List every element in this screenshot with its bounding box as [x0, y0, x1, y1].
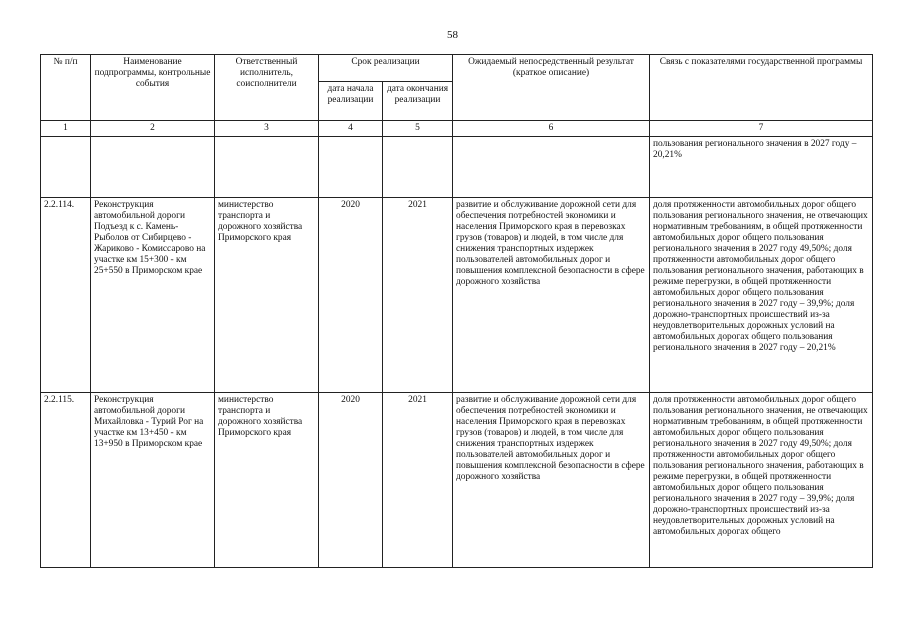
row-executor	[215, 137, 319, 198]
header-period: Срок реализации	[319, 55, 453, 82]
column-number: 4	[319, 121, 383, 137]
header-result: Ожидаемый непосредственный результат (краткое описание)	[453, 55, 650, 121]
header-start: дата начала реализации	[319, 82, 383, 121]
row-start: 2020	[319, 198, 383, 393]
column-number: 1	[41, 121, 91, 137]
row-name: Реконструкция автомобильной дороги Михайловка - Турий Рог на участке км 13+450 - км 13+950 в Приморском крае	[91, 393, 215, 568]
row-link: доля протяженности автомобильных дорог общего пользования регионального значения, не отвечающих нормативным требованиям, в общей протяженности автомобильных дорог общего пользования регионального значения в 2027 году 49,50%; доля протяженности автомобильных дорог общего пользования регионального значения, работающих в режиме перегрузки, в общей протяженности автомобильных дорог общего пользования регионального значения в 2027 году – 39,9%; доля дорожно-транспортных происшествий из-за неудовлетворительных дорожных условий на автомобильных дорогах общего пользования регионального значения в 2027 году – 20,21%	[650, 198, 873, 393]
row-link: пользования регионального значения в 2027 году – 20,21%	[650, 137, 873, 198]
table-row	[41, 393, 873, 568]
implementation-plan-table	[40, 54, 873, 568]
row-end: 2021	[383, 393, 453, 568]
column-number: 6	[453, 121, 650, 137]
table-row	[41, 137, 873, 198]
header-executor: Ответственный исполнитель, соисполнители	[215, 55, 319, 121]
column-number: 5	[383, 121, 453, 137]
header-num: № п/п	[41, 55, 91, 121]
row-start	[319, 137, 383, 198]
row-num: 2.2.115.	[41, 393, 91, 568]
header-row-1	[41, 55, 873, 82]
table-row	[41, 198, 873, 393]
row-name: Реконструкция автомобильной дороги Подъезд к с. Камень-Рыболов от Сибирцево - Жариково - Комиссарово на участке км 15+300 - км 25+550 в Приморском крае	[91, 198, 215, 393]
header-name: Наименование подпрограммы, контрольные события	[91, 55, 215, 121]
row-link: доля протяженности автомобильных дорог общего пользования регионального значения, не отвечающих нормативным требованиям, в общей протяженности автомобильных дорог общего пользования регионального значения в 2027 году 49,50%; доля протяженности автомобильных дорог общего пользования регионального значения, работающих в режиме перегрузки, в общей протяженности автомобильных дорог общего пользования регионального значения в 2027 году – 39,9%; доля дорожно-транспортных происшествий из-за неудовлетворительных дорожных условий на автомобильных дорогах общего	[650, 393, 873, 568]
row-result: развитие и обслуживание дорожной сети для обеспечения потребностей экономики и населения Приморского края в перевозках грузов (товаров) и людей, в том числе для снижения транспортных издержек пользователей автомобильных дорог и повышения комплексной безопасности в сфере дорожного хозяйства	[453, 198, 650, 393]
header-link: Связь с показателями государственной программы	[650, 55, 873, 121]
row-result	[453, 137, 650, 198]
row-executor: министерство транспорта и дорожного хозяйства Приморского края	[215, 198, 319, 393]
page-number: 58	[447, 29, 458, 41]
row-num	[41, 137, 91, 198]
row-start: 2020	[319, 393, 383, 568]
column-number: 3	[215, 121, 319, 137]
row-result: развитие и обслуживание дорожной сети для обеспечения потребностей экономики и населения Приморского края в перевозках грузов (товаров) и людей, в том числе для снижения транспортных издержек пользователей автомобильных дорог и повышения комплексной безопасности в сфере дорожного хозяйства	[453, 393, 650, 568]
column-number: 2	[91, 121, 215, 137]
header-end: дата окончания реализации	[383, 82, 453, 121]
row-num: 2.2.114.	[41, 198, 91, 393]
row-end: 2021	[383, 198, 453, 393]
row-executor: министерство транспорта и дорожного хозяйства Приморского края	[215, 393, 319, 568]
column-number: 7	[650, 121, 873, 137]
column-number-row	[41, 121, 873, 137]
row-name	[91, 137, 215, 198]
row-end	[383, 137, 453, 198]
